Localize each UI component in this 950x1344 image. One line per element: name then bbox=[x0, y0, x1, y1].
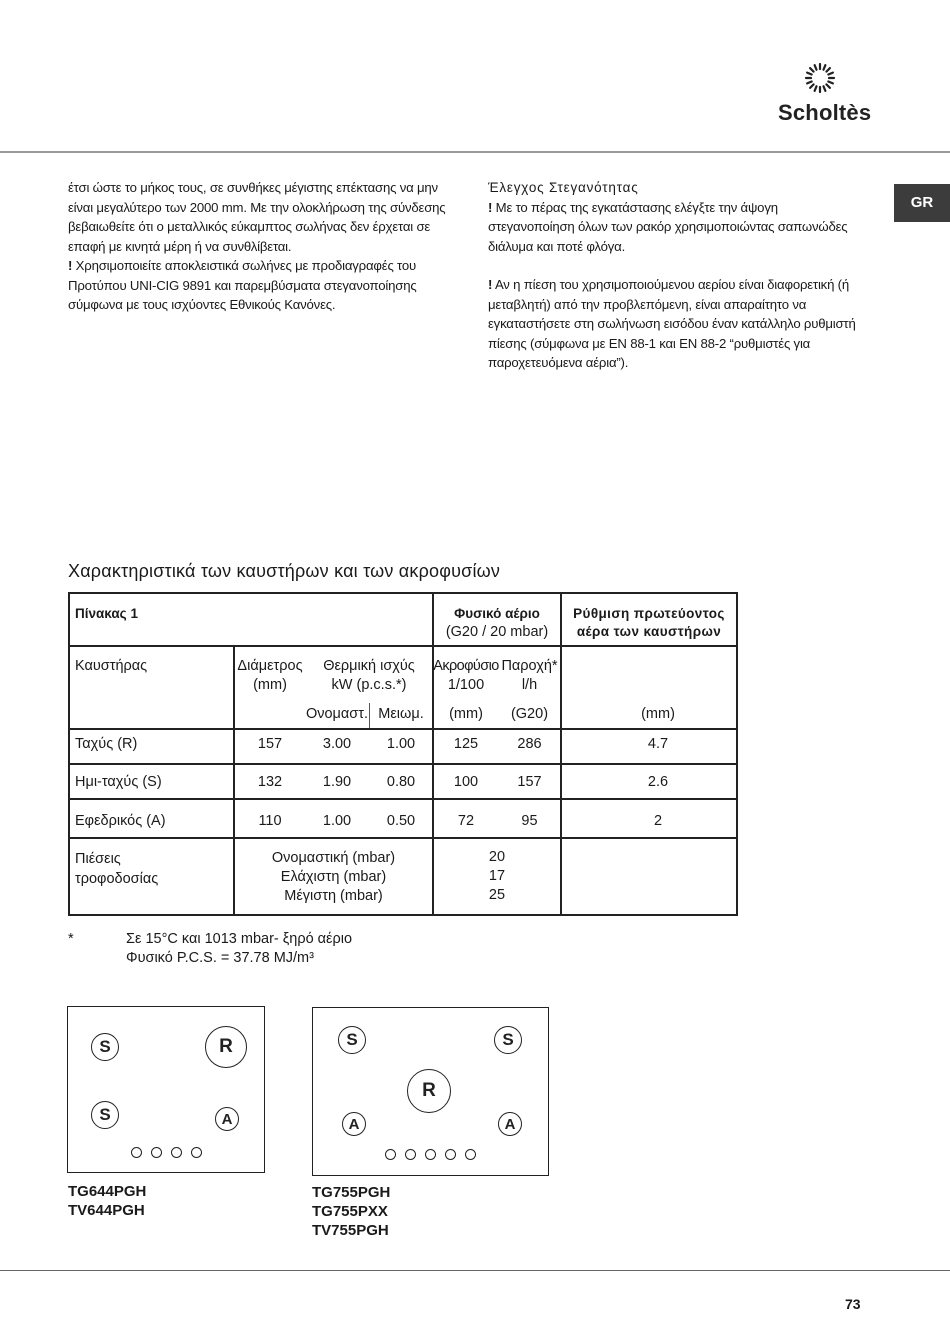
knob bbox=[191, 1147, 202, 1158]
gas-header: Φυσικό αέριο bbox=[454, 606, 540, 621]
col-burner: Καυστήρας bbox=[75, 658, 148, 674]
model-name: TV644PGH bbox=[68, 1202, 145, 1219]
knob bbox=[171, 1147, 182, 1158]
model-name: TG644PGH bbox=[68, 1183, 147, 1200]
burner-rapid: R bbox=[205, 1026, 247, 1068]
pressure-min-value: 17 bbox=[488, 868, 506, 884]
right-column bbox=[488, 178, 860, 373]
warning-mark: ! bbox=[488, 277, 493, 292]
air-header-sub: αέρα των καυστήρων bbox=[576, 624, 722, 639]
burner-semi-rapid: S bbox=[338, 1026, 366, 1054]
col-nozzle: Ακροφύσιο bbox=[433, 658, 499, 674]
col-flow-gas: (G20) bbox=[510, 706, 549, 722]
burner-rapid: R bbox=[407, 1069, 451, 1113]
warning-mark: ! bbox=[68, 258, 73, 273]
col-flow-unit: l/h bbox=[521, 677, 538, 693]
footnote-mark: * bbox=[68, 931, 74, 947]
pressure-label: Πιέσεις bbox=[75, 851, 121, 867]
footnote-line-2: Φυσικό P.C.S. = 37.78 MJ/m³ bbox=[126, 950, 314, 966]
pressure-label-2: τροφοδοσίας bbox=[75, 871, 159, 887]
pressure-max-value: 25 bbox=[488, 887, 506, 903]
footer-rule bbox=[0, 1270, 950, 1271]
warning-mark: ! bbox=[488, 199, 493, 215]
model-name: TV755PGH bbox=[312, 1222, 389, 1239]
col-diameter: Διάμετρος bbox=[237, 658, 303, 674]
gas-header-sub: (G20 / 20 mbar) bbox=[445, 624, 549, 640]
hob-layout-5-burner bbox=[312, 1007, 549, 1176]
pressure-min: Ελάχιστη (mbar) bbox=[280, 869, 387, 885]
footnote-line-1: Σε 15°C και 1013 mbar- ξηρό αέριο bbox=[126, 931, 353, 947]
knob bbox=[405, 1149, 416, 1160]
right-paragraph-1: ! Με το πέρας της εγκατάστασης ελέγξτε την άψογη στεγανοποίηση όλων των ρακόρ χρησιμοποιώντας σαπωνώδες διάλυμα και ποτέ φλόγα. bbox=[488, 199, 848, 254]
pressure-max: Μέγιστη (mbar) bbox=[284, 888, 383, 904]
pressure-nominal-value: 20 bbox=[488, 849, 506, 865]
hob-layout-4-burner bbox=[67, 1006, 265, 1173]
knob bbox=[445, 1149, 456, 1160]
burner-auxiliary: A bbox=[215, 1107, 239, 1131]
col-flow: Παροχή* bbox=[501, 658, 558, 674]
col-reduced: Μειωμ. bbox=[378, 706, 424, 722]
knob bbox=[465, 1149, 476, 1160]
section-title: Χαρακτηριστικά των καυστήρων και των ακροφυσίων bbox=[68, 561, 501, 581]
sunburst-logo-icon bbox=[804, 62, 836, 94]
model-name: TG755PXX bbox=[312, 1203, 388, 1220]
left-paragraph-1: έτσι ώστε το μήκος τους, σε συνθήκες μέγιστης επέκτασης να μην είναι μεγαλύτερο των 2000 mm. Με την ολοκλήρωση της σύνδεσης βεβαιωθείτε ότι ο μεταλλικός εύκαμπτος σωλήνας δεν έρχεται σε επαφή με κινητά μέρη ή να συνθλίβεται. bbox=[68, 180, 446, 254]
left-column bbox=[68, 178, 448, 315]
burner-semi-rapid: S bbox=[91, 1101, 119, 1129]
brand-logo: Scholtès bbox=[778, 100, 872, 125]
pressure-nominal: Ονομαστική (mbar) bbox=[271, 850, 396, 866]
col-nozzle-mm: (mm) bbox=[449, 706, 483, 722]
leak-check-heading: Έλεγχος Στεγανότητας bbox=[488, 180, 639, 195]
col-nominal: Ονομαστ. bbox=[305, 706, 369, 722]
col-diameter-unit: (mm) bbox=[253, 677, 287, 693]
table-caption: Πίνακας 1 bbox=[75, 606, 138, 621]
left-paragraph-2: ! Χρησιμοποιείτε αποκλειστικά σωλήνες με προδιαγραφές του Προτύπου UNI-CIG 9891 και παρεμβύσματα στεγανοποίησης σύμφωνα με τους ισχύοντες Εθνικούς Κανόνες. bbox=[68, 258, 417, 312]
air-header: Ρύθμιση πρωτεύοντος bbox=[573, 606, 725, 621]
knob bbox=[151, 1147, 162, 1158]
burner-auxiliary: A bbox=[342, 1112, 366, 1136]
language-tab[interactable]: GR bbox=[894, 184, 950, 222]
col-power: Θερμική ισχύς bbox=[323, 658, 415, 674]
knob bbox=[131, 1147, 142, 1158]
col-power-unit: kW (p.c.s.*) bbox=[331, 677, 407, 693]
knob bbox=[385, 1149, 396, 1160]
header-rule bbox=[0, 151, 950, 153]
col-air-unit: (mm) bbox=[641, 706, 675, 722]
burner-semi-rapid: S bbox=[91, 1033, 119, 1061]
page-number: 73 bbox=[845, 1296, 861, 1312]
col-nozzle-unit: 1/100 bbox=[447, 677, 485, 693]
burner-semi-rapid: S bbox=[494, 1026, 522, 1054]
knob bbox=[425, 1149, 436, 1160]
model-name: TG755PGH bbox=[312, 1184, 391, 1201]
burner-auxiliary: A bbox=[498, 1112, 522, 1136]
right-paragraph-2: ! Αν η πίεση του χρησιμοποιούμενου αερίου είναι διαφορετική (ή μεταβλητή) από την προβλεπόμενη, είναι απαραίτητο να εγκαταστήσετε στη σωλήνωση εισόδου έναν κατάλληλο ρυθμιστή πίεσης (σύμφωνα με EN 88-1 και EN 88-2 “ρυθμιστές για παροχετευόμενα αέρια”). bbox=[488, 277, 856, 370]
